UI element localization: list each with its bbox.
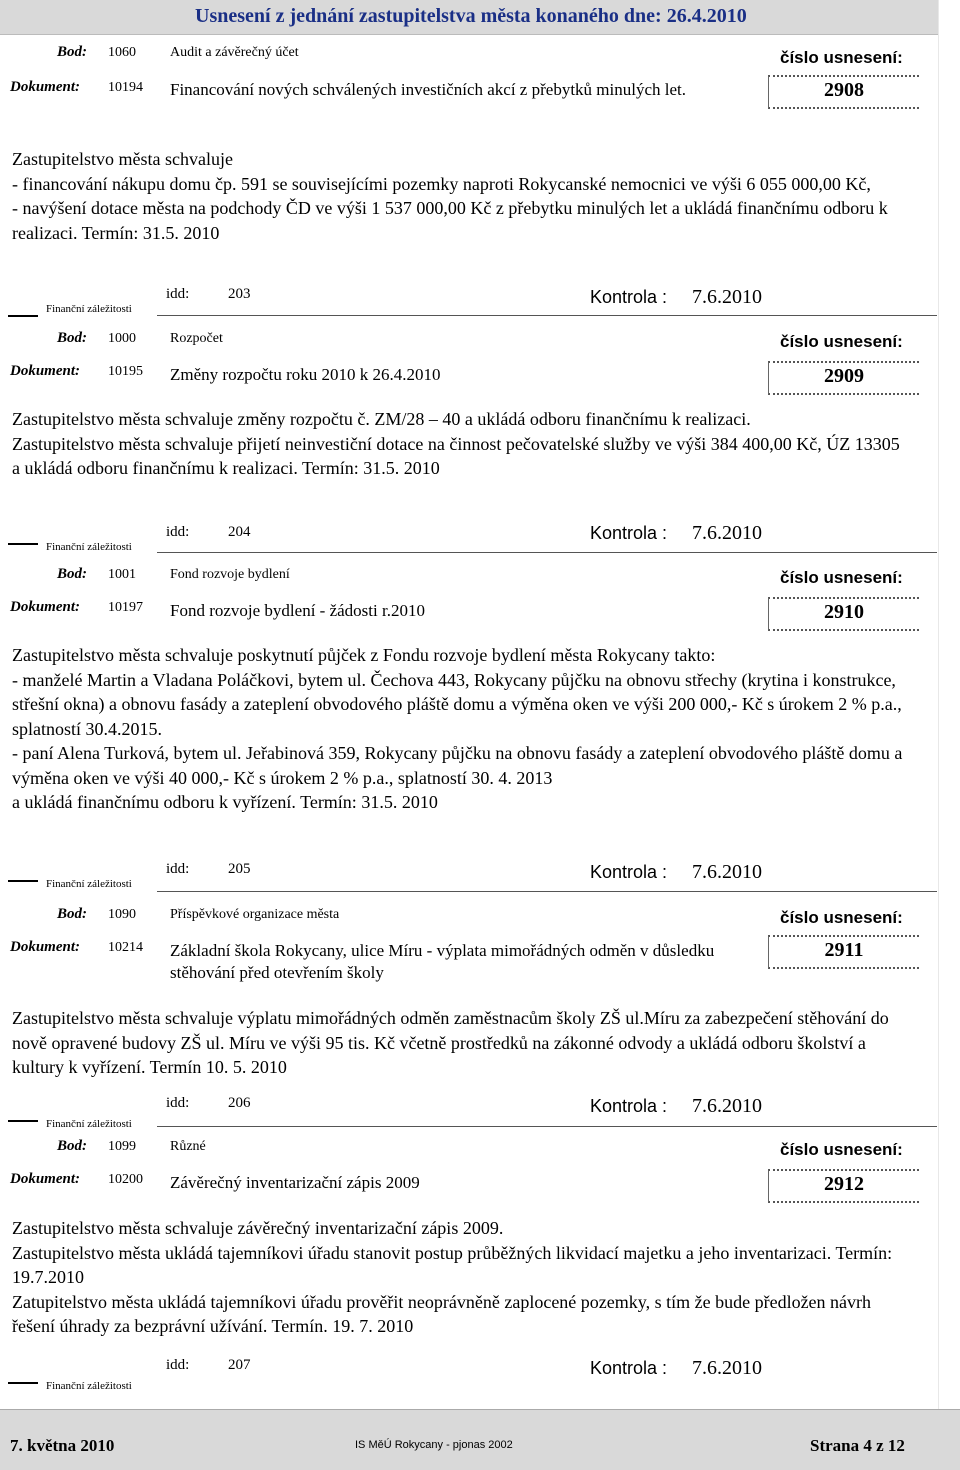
bod-number: 1099	[108, 1139, 136, 1154]
dokument-label: Dokument:	[10, 79, 81, 95]
dokument-number: 10197	[108, 600, 143, 615]
idd-label: idd:	[166, 524, 190, 540]
resolution-text	[12, 1216, 912, 1339]
usneseni-number-box	[768, 597, 919, 631]
text-line: Zatupitelstvo města ukládá tajemníkovi úřadu prověřit neoprávněně zaplocené pozemky, s tím že bude předložen návrh řešení úhrady za bezprávní užívání. Termín. 19. 7. 2010	[12, 1291, 872, 1336]
kontrola-date: 7.6.2010	[692, 1095, 762, 1117]
text-line: - financování nákupu domu čp. 591 se souvisejícími pozemky naproti Rokycanské nemocnici ve výši 6 055 000,00 Kč,	[12, 173, 871, 194]
bod-title: Příspěvkové organizace města	[170, 907, 340, 922]
separator	[157, 552, 937, 553]
dokument-number: 10214	[108, 940, 143, 955]
usneseni-number-box	[768, 1169, 919, 1203]
dokument-label: Dokument:	[10, 1171, 81, 1187]
idd-value: 203	[228, 286, 251, 302]
cislo-usneseni-label: číslo usnesení:	[780, 568, 903, 587]
category-label: Finanční záležitosti	[46, 1380, 132, 1392]
text-line: - navýšení dotace města na podchody ČD ve výši 1 537 000,00 Kč z přebytku minulých let a ukládá finančnímu odboru k realizaci. Termín: 31.5. 2010	[12, 198, 888, 243]
separator	[157, 315, 937, 316]
dokument-number: 10195	[108, 364, 143, 379]
resolution-text	[12, 643, 912, 815]
category-label: Finanční záležitosti	[46, 303, 132, 315]
dokument-title: Financování nových schválených investičních akcí z přebytků minulých let.	[170, 80, 686, 99]
page-footer	[0, 1409, 960, 1470]
category-label: Finanční záležitosti	[46, 541, 132, 553]
idd-value: 205	[228, 861, 251, 877]
bod-title: Různé	[170, 1139, 206, 1154]
kontrola-label: Kontrola :	[590, 287, 668, 307]
idd-value: 207	[228, 1357, 251, 1373]
resolution-text	[12, 1006, 912, 1080]
dokument-label: Dokument:	[10, 939, 81, 955]
kontrola-label: Kontrola :	[590, 862, 668, 882]
bod-title: Fond rozvoje bydlení	[170, 567, 290, 582]
dokument-title: Fond rozvoje bydlení - žádosti r.2010	[170, 601, 425, 620]
text-line: a ukládá finančnímu odboru k vyřízení. Termín: 31.5. 2010	[12, 792, 438, 812]
page-number: Strana 4 z 12	[810, 1436, 905, 1455]
usneseni-number: 2912	[824, 1173, 864, 1195]
page-title: Usnesení z jednání zastupitelstva města konaného dne: 26.4.2010	[195, 5, 747, 27]
kontrola-label: Kontrola :	[590, 1358, 668, 1378]
footer-source: IS MěÚ Rokycany - pjonas 2002	[355, 1439, 513, 1451]
cislo-usneseni-label: číslo usnesení:	[780, 48, 903, 67]
usneseni-number: 2909	[824, 365, 864, 387]
idd-label: idd:	[166, 861, 190, 877]
usneseni-number: 2908	[824, 79, 864, 101]
category-label: Finanční záležitosti	[46, 878, 132, 890]
kontrola-date: 7.6.2010	[692, 861, 762, 883]
bod-title: Rozpočet	[170, 331, 223, 346]
dokument-number: 10200	[108, 1172, 143, 1187]
idd-label: idd:	[166, 286, 190, 302]
kontrola-date: 7.6.2010	[692, 522, 762, 544]
resolution-text	[12, 147, 912, 245]
dokument-label: Dokument:	[10, 363, 81, 379]
usneseni-number: 2910	[824, 601, 864, 623]
text-line: Zastupitelstvo města schvaluje přijetí neinvestiční dotace na činnost pečovatelské služby ve výši 384 400,00 Kč, ÚZ 13305 a ukládá odboru finančnímu k realizaci. Termín: 31.5. 2010	[12, 433, 900, 478]
cislo-usneseni-label: číslo usnesení:	[780, 908, 903, 927]
bod-number: 1000	[108, 331, 136, 346]
usneseni-number-box	[768, 935, 919, 969]
kontrola-label: Kontrola :	[590, 1096, 668, 1116]
text-line: Zastupitelstvo města ukládá tajemníkovi úřadu stanovit postup průběžných likvidací majetku a jeho inventarizaci. Termín: 19.7.2010	[12, 1242, 893, 1287]
text-line: Zastupitelstvo města schvaluje poskytnutí půjček z Fondu rozvoje bydlení města Rokycany takto:	[12, 645, 716, 665]
right-margin	[938, 0, 960, 1410]
text-line: Zastupitelstvo města schvaluje výplatu mimořádných odměn zaměstnacům školy ZŠ ul.Míru za zabezpečení stěhování do nově opravené budovy ZŠ ul. Míru ve výši 95 tis. Kč včetně prostředků na zákonné odvody a ukládá odboru školství a kultury k vyřízení. Termín 10. 5. 2010	[12, 1008, 889, 1077]
page-header	[0, 0, 938, 35]
idd-value: 204	[228, 524, 251, 540]
dokument-title: Závěrečný inventarizační zápis 2009	[170, 1173, 420, 1192]
separator	[157, 891, 937, 892]
bod-number: 1001	[108, 567, 136, 582]
bod-label: Bod:	[57, 1138, 87, 1154]
bod-number: 1090	[108, 907, 136, 922]
resolution-text	[12, 407, 912, 481]
bod-label: Bod:	[57, 330, 87, 346]
bod-number: 1060	[108, 45, 136, 60]
idd-value: 206	[228, 1095, 251, 1111]
text-line: - manželé Martin a Vladana Poláčkovi, bytem ul. Čechova 443, Rokycany půjčku na obnovu střechy (krytina i konstrukce, střešní okna) a obnovu fasády a zateplení obvodového pláště domu a výměna oken ve výši 200 000,- Kč s úrokem 2 % p.a., splatností 30.4.2015.	[12, 669, 902, 739]
kontrola-date: 7.6.2010	[692, 286, 762, 308]
idd-label: idd:	[166, 1357, 190, 1373]
footer-date: 7. května 2010	[10, 1436, 115, 1455]
text-line: Zastupitelstvo města schvaluje	[12, 149, 233, 169]
separator	[157, 1126, 937, 1127]
bod-label: Bod:	[57, 566, 87, 582]
kontrola-label: Kontrola :	[590, 523, 668, 543]
text-line: Zastupitelstvo města schvaluje závěrečný inventarizační zápis 2009.	[12, 1218, 504, 1238]
usneseni-number: 2911	[824, 939, 864, 961]
text-line: Zastupitelstvo města schvaluje změny rozpočtu č. ZM/28 – 40 a ukládá odboru finančnímu k realizaci.	[12, 409, 751, 429]
dokument-title: Základní škola Rokycany, ulice Míru - výplata mimořádných odměn v důsledku stěhování před otevřením školy	[170, 941, 715, 982]
dokument-number: 10194	[108, 80, 143, 95]
bod-label: Bod:	[57, 906, 87, 922]
usneseni-number-box	[768, 75, 919, 109]
category-label: Finanční záležitosti	[46, 1118, 132, 1130]
kontrola-date: 7.6.2010	[692, 1357, 762, 1379]
cislo-usneseni-label: číslo usnesení:	[780, 332, 903, 351]
usneseni-number-box	[768, 361, 919, 395]
dokument-label: Dokument:	[10, 599, 81, 615]
bod-label: Bod:	[57, 44, 87, 60]
cislo-usneseni-label: číslo usnesení:	[780, 1140, 903, 1159]
bod-title: Audit a závěrečný účet	[170, 45, 299, 60]
idd-label: idd:	[166, 1095, 190, 1111]
text-line: - paní Alena Turková, bytem ul. Jeřabinová 359, Rokycany půjčku na obnovu fasády a zateplení obvodového pláště domu a výměna oken ve výši 40 000,- Kč s úrokem 2 % p.a., splatností 30. 4. 2013	[12, 743, 903, 788]
dokument-title: Změny rozpočtu roku 2010 k 26.4.2010	[170, 365, 441, 384]
